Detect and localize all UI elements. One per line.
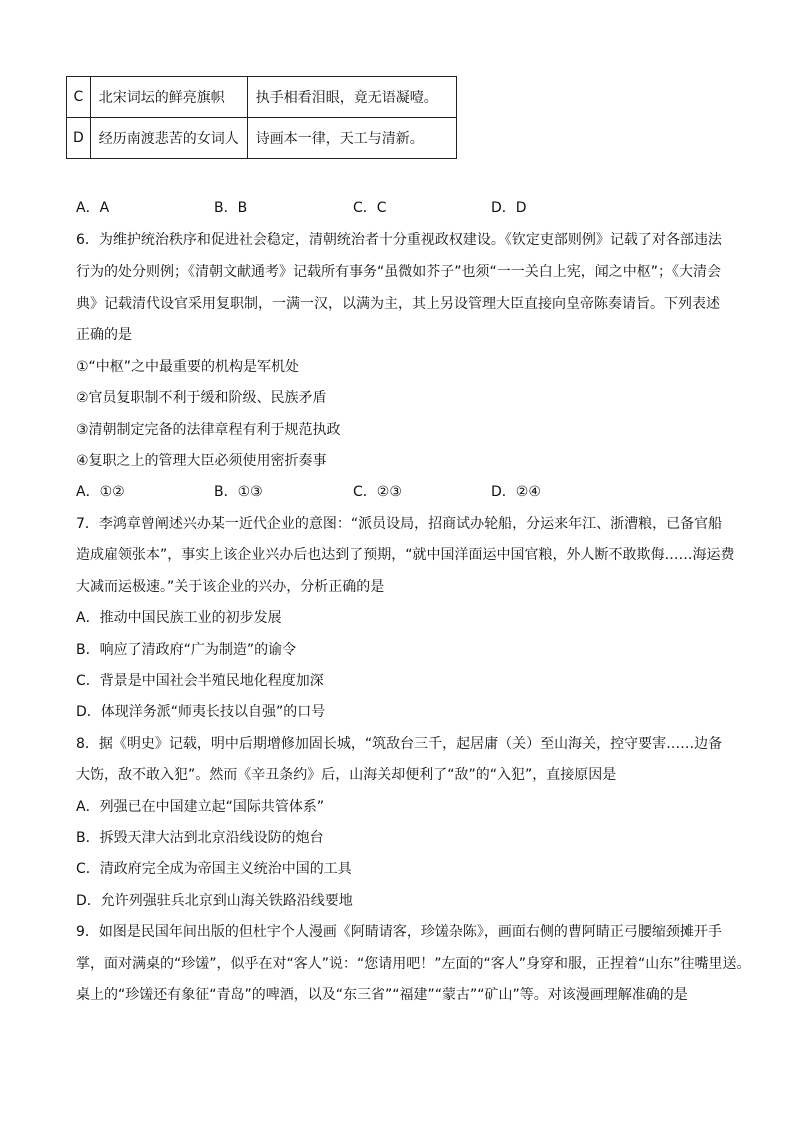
q7-stem-line: 造成雇领张本”，事实上该企业兴办后也达到了预期，“就中国洋面运中国官粮，外人断不敢欺侮……海运费	[76, 547, 735, 563]
poet-options-table	[66, 76, 457, 159]
choice-d[interactable]: D．D	[491, 200, 527, 216]
row-poem-line: 诗画本一律，天工与清新。	[247, 118, 456, 159]
row-description: 经历南渡悲苦的女词人	[90, 118, 247, 159]
q5-choices	[76, 198, 676, 218]
q6-statement: ①“中枢”之中最重要的机构是军机处	[76, 359, 300, 375]
q6-statement: ④复职之上的管理大臣必须使用密折奏事	[76, 453, 327, 469]
q7-option-b[interactable]: B．响应了清政府“广为制造”的谕令	[76, 642, 297, 658]
choice-b[interactable]: B．①③	[214, 484, 263, 500]
q6-statement: ②官员复职制不利于缓和阶级、民族矛盾	[76, 390, 327, 406]
q6-stem-line: 6．为维护统治秩序和促进社会稳定，清朝统治者十分重视政权建设。《钦定吏部则例》记载了对各部违法	[76, 232, 722, 248]
row-letter: D	[67, 118, 91, 159]
row-letter: C	[67, 77, 91, 118]
table-row	[67, 118, 457, 159]
q8-option-b[interactable]: B．拆毁天津大沽到北京沿线设防的炮台	[76, 830, 324, 846]
q9-stem-line: 9．如图是民国年间出版的但杜宇个人漫画《阿睛请客，珍馐杂陈》，画面右侧的曹阿睛正弓腰缩颈摊开手	[76, 924, 722, 940]
q6-statement: ③清朝制定完备的法律章程有利于规范执政	[76, 422, 341, 438]
q6-stem-line: 正确的是	[76, 327, 132, 343]
q6-choices	[76, 482, 676, 502]
q8-option-a[interactable]: A．列强已在中国建立起“国际共管体系”	[76, 799, 325, 815]
choice-a[interactable]: A．①②	[76, 484, 125, 500]
q7-stem-line: 大减而运极速。”关于该企业的兴办，分析正确的是	[76, 579, 385, 595]
q8-stem-line: 8．据《明史》记载，明中后期增修加固长城，“筑敌台三千，起居庸（关）至山海关，控守要害……边备	[76, 736, 723, 752]
choice-a[interactable]: A．A	[76, 200, 110, 216]
table-row	[67, 77, 457, 118]
choice-d[interactable]: D．②④	[491, 484, 541, 500]
q7-stem-line: 7．李鸿章曾阐述兴办某一近代企业的意图：“派员设局，招商试办轮船，分运来年江、浙漕粮，已备官船	[76, 516, 723, 532]
q6-stem-line: 典》记载清代设官采用复职制，一满一汉，以满为主，其上另设管理大臣直接向皇帝陈奏请旨。下列表述	[76, 296, 720, 312]
q6-stem-line: 行为的处分则例；《清朝文献通考》记载所有事务“虽微如芥子”也须“一一关白上宪，闻之中枢”；《大清会	[76, 264, 722, 280]
q7-option-a[interactable]: A．推动中国民族工业的初步发展	[76, 610, 282, 626]
q9-stem-line: 掌，面对满桌的“珍馐”，似乎在对“客人”说：“您请用吧！”左面的“客人”身穿和服，正捏着“山东”往嘴里送。	[76, 956, 751, 972]
q7-option-c[interactable]: C．背景是中国社会半殖民地化程度加深	[76, 673, 324, 689]
row-poem-line: 执手相看泪眼，竟无语凝噎。	[247, 77, 456, 118]
q9-stem-line: 桌上的“珍馐还有象征“青岛”的啤酒，以及“东三省”“福建”“蒙古”“矿山”等。对该漫画理解准确的是	[76, 987, 688, 1003]
choice-c[interactable]: C．C	[353, 200, 387, 216]
choice-c[interactable]: C．②③	[353, 484, 402, 500]
choice-b[interactable]: B．B	[214, 200, 248, 216]
row-description: 北宋词坛的鲜亮旗帜	[90, 77, 247, 118]
q7-option-d[interactable]: D．体现洋务派“师夷长技以自强”的口号	[76, 704, 326, 720]
q8-option-c[interactable]: C．清政府完全成为帝国主义统治中国的工具	[76, 861, 352, 877]
q8-option-d[interactable]: D．允许列强驻兵北京到山海关铁路沿线要地	[76, 893, 353, 909]
q8-stem-line: 大饬，敌不敢入犯”。然而《辛丑条约》后，山海关却便利了“敌”的“入犯”，直接原因是	[76, 767, 617, 783]
